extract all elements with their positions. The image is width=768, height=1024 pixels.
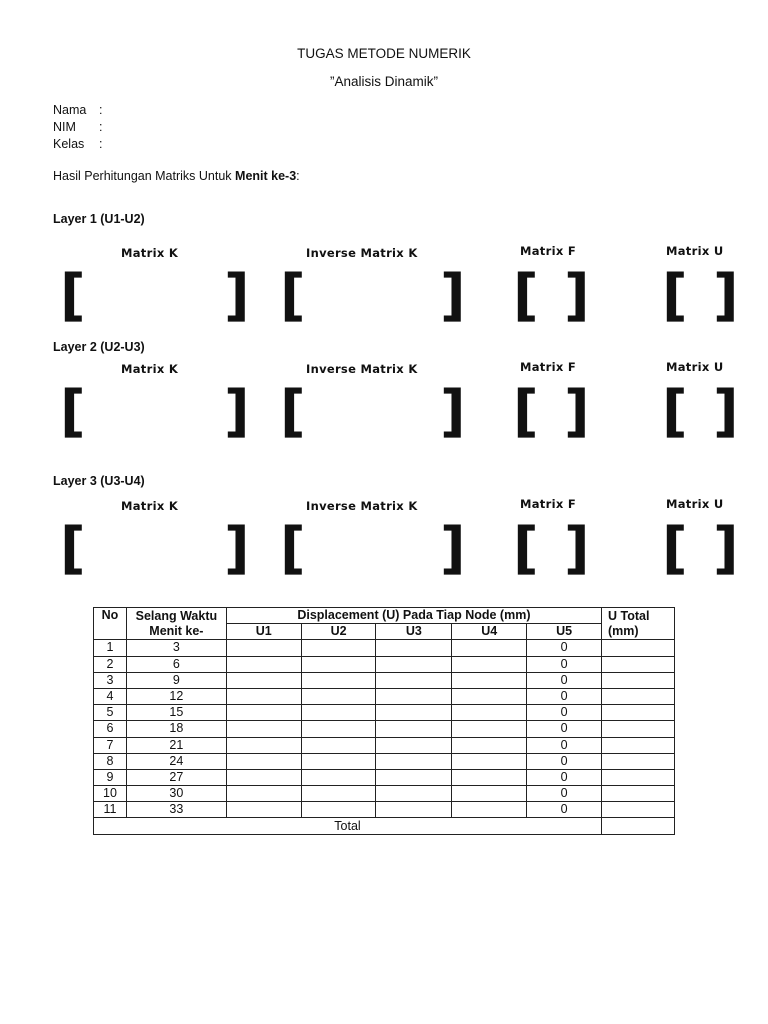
time-column-header: Selang Waktu Menit ke- xyxy=(126,608,226,640)
u2-cell xyxy=(301,737,376,753)
u5-column-header: U5 xyxy=(527,624,602,640)
u4-cell xyxy=(452,705,527,721)
u5-cell: 0 xyxy=(527,786,602,802)
u4-cell xyxy=(452,672,527,688)
u3-cell xyxy=(376,640,452,656)
table-row xyxy=(94,753,675,769)
layer-1-matrix-f-close-bracket: ] xyxy=(564,263,590,328)
layer-1-matrix-u-close-bracket: ] xyxy=(713,263,739,328)
time-cell: 24 xyxy=(126,753,226,769)
u-total-cell xyxy=(602,753,675,769)
table-row xyxy=(94,640,675,656)
layer-2-title: Layer 2 (U2-U3) xyxy=(53,340,145,354)
u-total-cell xyxy=(602,688,675,704)
no-cell: 8 xyxy=(94,753,127,769)
no-cell: 2 xyxy=(94,656,127,672)
u-total-cell xyxy=(602,786,675,802)
u-total-cell xyxy=(602,721,675,737)
time-cell: 15 xyxy=(126,705,226,721)
u2-cell xyxy=(301,705,376,721)
time-cell: 33 xyxy=(126,802,226,818)
layer-1-matrix-k-label: Matrix K xyxy=(121,246,179,260)
time-cell: 18 xyxy=(126,721,226,737)
intro-suffix: : xyxy=(296,169,300,183)
no-cell: 4 xyxy=(94,688,127,704)
u3-cell xyxy=(376,753,452,769)
layer-1-matrix-u-open-bracket: [ xyxy=(662,263,688,328)
table-row xyxy=(94,656,675,672)
u1-cell xyxy=(226,656,301,672)
layer-2-inverse-k-close-bracket: ] xyxy=(440,379,466,444)
layer-3-matrix-f-open-bracket: [ xyxy=(513,516,539,581)
table-row xyxy=(94,769,675,785)
nim-field-row xyxy=(53,120,102,134)
table-row xyxy=(94,737,675,753)
u3-cell xyxy=(376,688,452,704)
no-cell: 1 xyxy=(94,640,127,656)
u-total-cell xyxy=(602,705,675,721)
layer-2-matrix-f-open-bracket: [ xyxy=(513,379,539,444)
table-row xyxy=(94,688,675,704)
layer-2-matrix-k-open-bracket: [ xyxy=(60,379,86,444)
intro-line xyxy=(53,169,300,183)
u3-column-header: U3 xyxy=(376,624,452,640)
no-cell: 7 xyxy=(94,737,127,753)
layer-2-matrix-u-close-bracket: ] xyxy=(713,379,739,444)
table-row xyxy=(94,786,675,802)
layer-3-matrix-k-open-bracket: [ xyxy=(60,516,86,581)
intro-emphasis: Menit ke-3 xyxy=(235,169,297,183)
no-cell: 9 xyxy=(94,769,127,785)
u5-cell: 0 xyxy=(527,802,602,818)
u2-cell xyxy=(301,769,376,785)
u4-cell xyxy=(452,688,527,704)
total-row xyxy=(94,818,675,834)
u1-cell xyxy=(226,640,301,656)
u2-cell xyxy=(301,786,376,802)
time-cell: 27 xyxy=(126,769,226,785)
table-header-row xyxy=(94,608,675,624)
layer-1-inverse-k-close-bracket: ] xyxy=(440,263,466,328)
u4-cell xyxy=(452,721,527,737)
layer-3-matrix-k-label: Matrix K xyxy=(121,499,179,513)
u1-cell xyxy=(226,705,301,721)
no-cell: 3 xyxy=(94,672,127,688)
u-total-cell xyxy=(602,737,675,753)
kelas-label: Kelas xyxy=(53,137,85,151)
u2-cell xyxy=(301,640,376,656)
time-cell: 30 xyxy=(126,786,226,802)
table-row xyxy=(94,721,675,737)
layer-1-inverse-matrix-k-label: Inverse Matrix K xyxy=(306,246,418,260)
layer-3-matrix-u-label: Matrix U xyxy=(666,497,724,511)
u3-cell xyxy=(376,705,452,721)
u3-cell xyxy=(376,672,452,688)
u2-cell xyxy=(301,721,376,737)
document-subtitle: ”Analisis Dinamik” xyxy=(329,74,439,89)
layer-3-title: Layer 3 (U3-U4) xyxy=(53,474,145,488)
u-total-cell xyxy=(602,802,675,818)
u5-cell: 0 xyxy=(527,640,602,656)
u4-cell xyxy=(452,737,527,753)
u3-cell xyxy=(376,786,452,802)
name-label: Nama xyxy=(53,103,87,117)
u5-cell: 0 xyxy=(527,737,602,753)
layer-1-title: Layer 1 (U1-U2) xyxy=(53,212,145,226)
layer-1-matrix-u-label: Matrix U xyxy=(666,244,724,258)
u4-cell xyxy=(452,769,527,785)
u2-cell xyxy=(301,672,376,688)
total-value-cell xyxy=(602,818,675,834)
layer-2-matrix-u-label: Matrix U xyxy=(666,360,724,374)
u5-cell: 0 xyxy=(527,672,602,688)
layer-1-inverse-k-open-bracket: [ xyxy=(280,263,306,328)
nim-separator: : xyxy=(99,120,103,134)
table-row xyxy=(94,802,675,818)
u-total-cell xyxy=(602,672,675,688)
time-cell: 3 xyxy=(126,640,226,656)
table-row xyxy=(94,705,675,721)
u-total-cell xyxy=(602,640,675,656)
u-total-column-header: U Total (mm) xyxy=(602,608,675,640)
u4-cell xyxy=(452,753,527,769)
layer-1-matrix-f-open-bracket: [ xyxy=(513,263,539,328)
u2-cell xyxy=(301,656,376,672)
layer-2-matrix-k-close-bracket: ] xyxy=(224,379,250,444)
u4-cell xyxy=(452,640,527,656)
layer-2-inverse-k-open-bracket: [ xyxy=(280,379,306,444)
u5-cell: 0 xyxy=(527,769,602,785)
layer-2-matrix-f-close-bracket: ] xyxy=(564,379,590,444)
u1-cell xyxy=(226,737,301,753)
u1-column-header: U1 xyxy=(226,624,301,640)
displacement-column-header: Displacement (U) Pada Tiap Node (mm) xyxy=(226,608,601,624)
layer-3-matrix-u-close-bracket: ] xyxy=(713,516,739,581)
u4-cell xyxy=(452,656,527,672)
table-row xyxy=(94,672,675,688)
u1-cell xyxy=(226,721,301,737)
u3-cell xyxy=(376,656,452,672)
u1-cell xyxy=(226,802,301,818)
layer-2-matrix-u-open-bracket: [ xyxy=(662,379,688,444)
layer-3-inverse-k-open-bracket: [ xyxy=(280,516,306,581)
u2-cell xyxy=(301,802,376,818)
name-field-row xyxy=(53,103,102,117)
layer-2-matrix-k-label: Matrix K xyxy=(121,362,179,376)
u3-cell xyxy=(376,737,452,753)
time-cell: 12 xyxy=(126,688,226,704)
no-column-header: No xyxy=(94,608,127,640)
u1-cell xyxy=(226,753,301,769)
u4-cell xyxy=(452,786,527,802)
layer-3-inverse-k-close-bracket: ] xyxy=(440,516,466,581)
u2-cell xyxy=(301,753,376,769)
name-separator: : xyxy=(99,103,103,117)
total-label: Total xyxy=(94,818,602,834)
layer-1-matrix-k-open-bracket: [ xyxy=(60,263,86,328)
time-cell: 9 xyxy=(126,672,226,688)
u1-cell xyxy=(226,786,301,802)
kelas-field-row xyxy=(53,137,102,151)
nim-label: NIM xyxy=(53,120,76,134)
kelas-separator: : xyxy=(99,137,103,151)
layer-3-matrix-f-label: Matrix F xyxy=(520,497,576,511)
u5-cell: 0 xyxy=(527,705,602,721)
layer-3-inverse-matrix-k-label: Inverse Matrix K xyxy=(306,499,418,513)
layer-2-inverse-matrix-k-label: Inverse Matrix K xyxy=(306,362,418,376)
no-cell: 6 xyxy=(94,721,127,737)
u-total-cell xyxy=(602,769,675,785)
layer-3-matrix-u-open-bracket: [ xyxy=(662,516,688,581)
u3-cell xyxy=(376,769,452,785)
no-cell: 10 xyxy=(94,786,127,802)
no-cell: 11 xyxy=(94,802,127,818)
u1-cell xyxy=(226,672,301,688)
u3-cell xyxy=(376,721,452,737)
displacement-table xyxy=(93,607,675,835)
u2-column-header: U2 xyxy=(301,624,376,640)
u1-cell xyxy=(226,688,301,704)
u5-cell: 0 xyxy=(527,753,602,769)
layer-1-matrix-f-label: Matrix F xyxy=(520,244,576,258)
layer-2-matrix-f-label: Matrix F xyxy=(520,360,576,374)
time-cell: 21 xyxy=(126,737,226,753)
u5-cell: 0 xyxy=(527,656,602,672)
u5-cell: 0 xyxy=(527,688,602,704)
u4-column-header: U4 xyxy=(452,624,527,640)
layer-3-matrix-f-close-bracket: ] xyxy=(564,516,590,581)
layer-1-matrix-k-close-bracket: ] xyxy=(224,263,250,328)
document-title: TUGAS METODE NUMERIK xyxy=(297,46,471,61)
u2-cell xyxy=(301,688,376,704)
time-cell: 6 xyxy=(126,656,226,672)
u1-cell xyxy=(226,769,301,785)
intro-text: Hasil Perhitungan Matriks Untuk xyxy=(53,169,236,183)
u5-cell: 0 xyxy=(527,721,602,737)
u4-cell xyxy=(452,802,527,818)
no-cell: 5 xyxy=(94,705,127,721)
u-total-cell xyxy=(602,656,675,672)
u3-cell xyxy=(376,802,452,818)
layer-3-matrix-k-close-bracket: ] xyxy=(224,516,250,581)
